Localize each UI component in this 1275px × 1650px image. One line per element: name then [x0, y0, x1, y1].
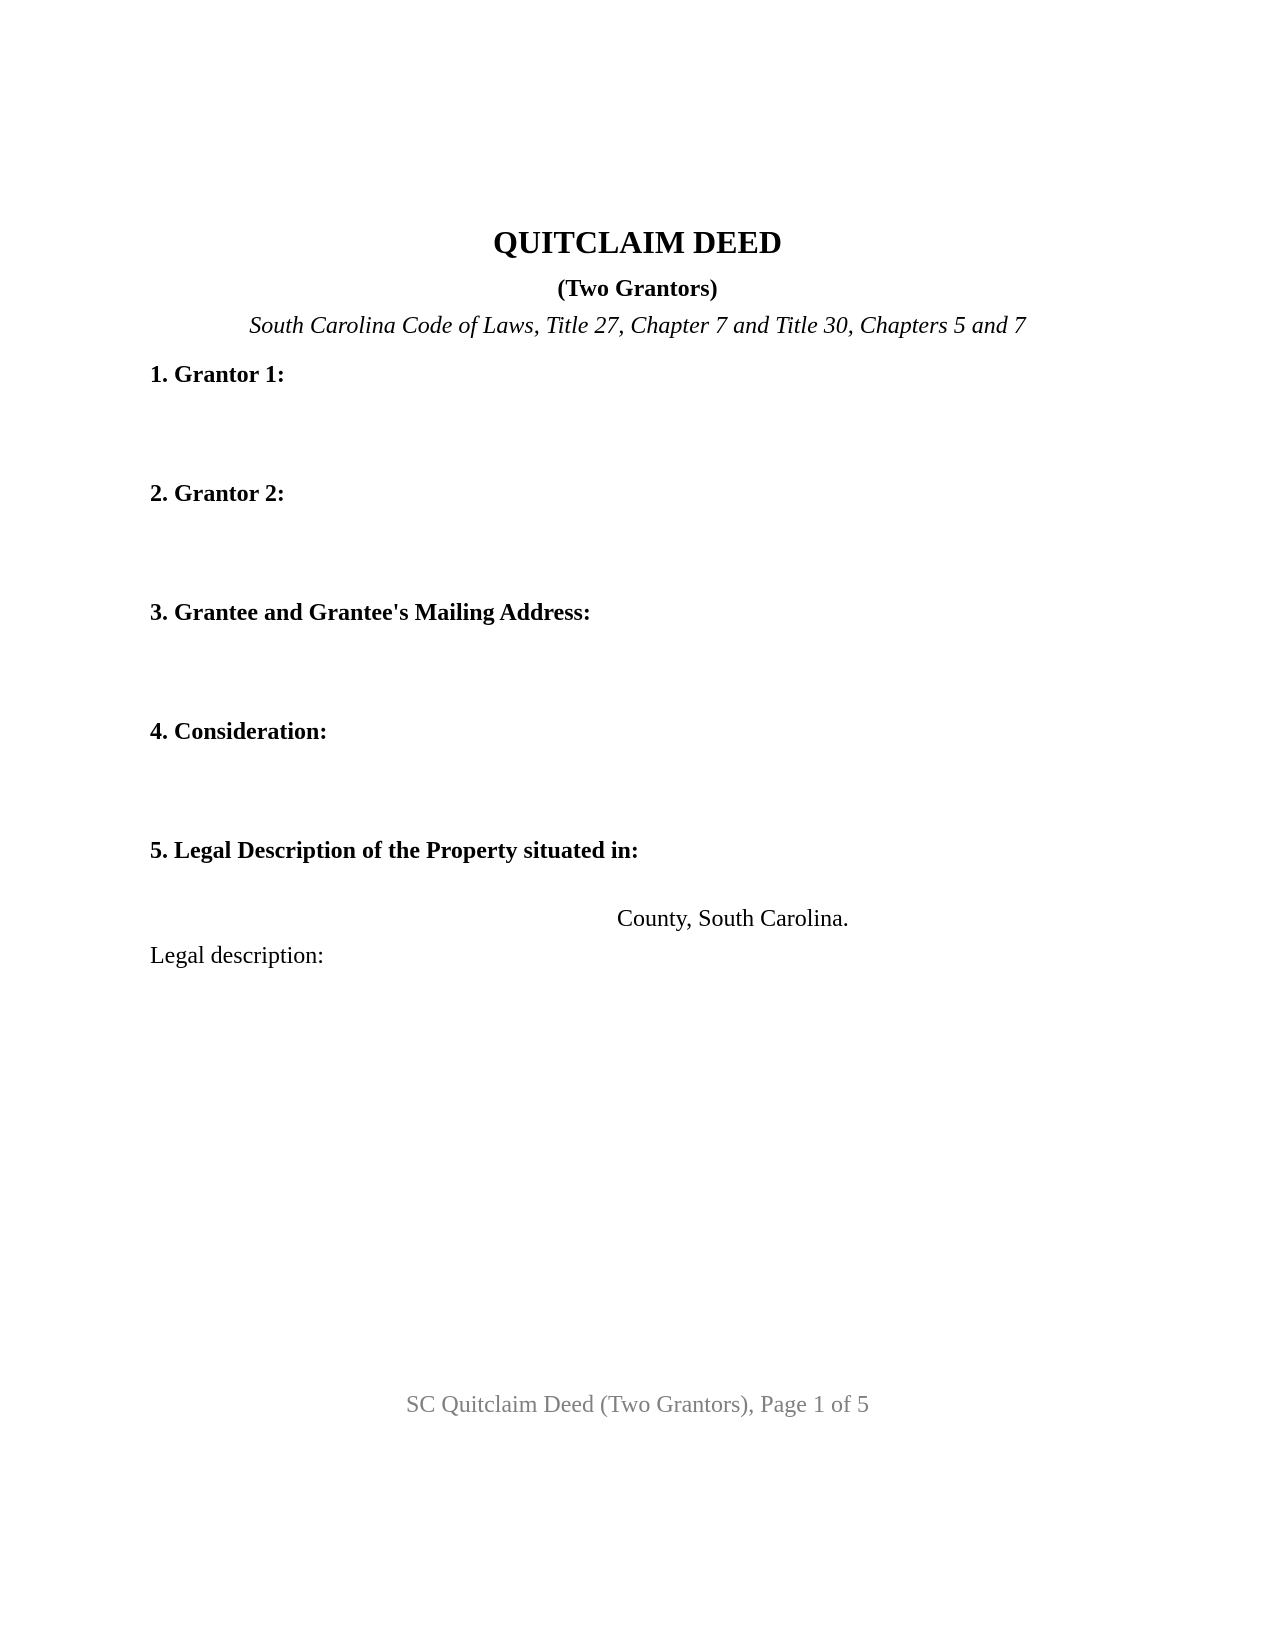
section-legal-description: 5. Legal Description of the Property situated in: [150, 838, 639, 864]
page-footer: SC Quitclaim Deed (Two Grantors), Page 1 of 5 [406, 1392, 869, 1418]
section-grantor-2: 2. Grantor 2: [150, 481, 285, 507]
document-title: QUITCLAIM DEED [493, 224, 782, 260]
legal-citation: South Carolina Code of Laws, Title 27, Chapter 7 and Title 30, Chapters 5 and 7 [249, 313, 1026, 339]
county-text: County, South Carolina. [617, 906, 849, 932]
section-grantor-1: 1. Grantor 1: [150, 362, 285, 388]
document-subtitle: (Two Grantors) [557, 276, 718, 302]
legal-description-label: Legal description: [150, 943, 324, 969]
section-consideration: 4. Consideration: [150, 719, 328, 745]
section-grantee-address: 3. Grantee and Grantee's Mailing Address: [150, 600, 591, 626]
